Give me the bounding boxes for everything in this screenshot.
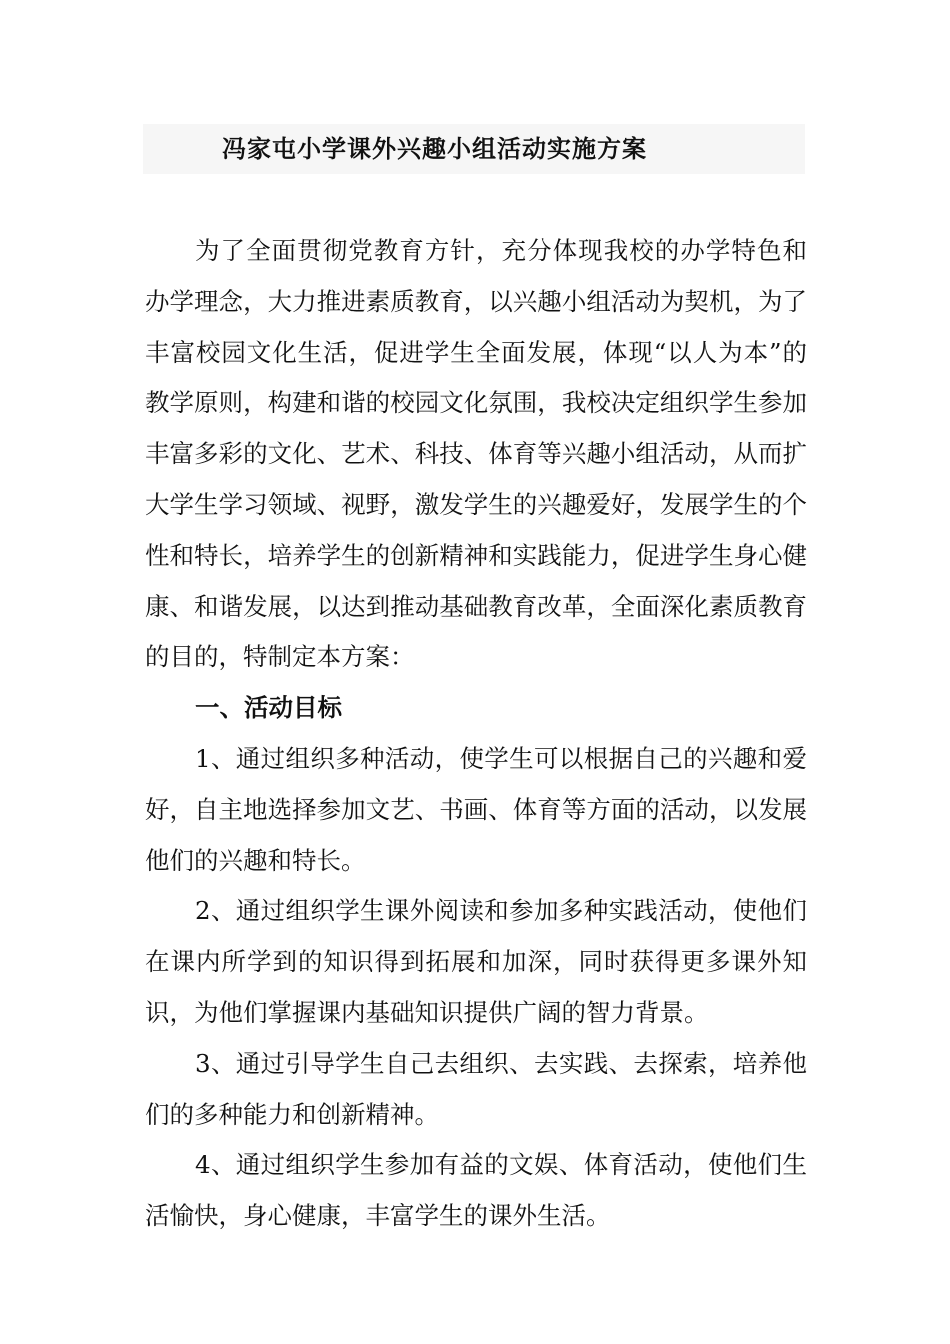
goal-item-4: 4、通过组织学生参加有益的文娱、体育活动，使他们生活愉快，身心健康，丰富学生的课外生活。 — [145, 1150, 807, 1231]
section-heading-goals: 一、活动目标 — [195, 693, 342, 723]
document-body — [145, 226, 807, 1242]
goal-item-1: 1、通过组织多种活动，使学生可以根据自己的兴趣和爱好，自主地选择参加文艺、书画、体育等方面的活动，以发展他们的兴趣和特长。 — [145, 743, 807, 875]
goal-item-3: 3、通过引导学生自己去组织、去实践、去探索，培养他们的多种能力和创新精神。 — [145, 1048, 807, 1129]
document-title: 冯家屯小学课外兴趣小组活动实施方案 — [222, 134, 647, 163]
goal-item-2: 2、通过组织学生课外阅读和参加多种实践活动，使他们在课内所学到的知识得到拓展和加深，同时获得更多课外知识，为他们掌握课内基础知识提供广阔的智力背景。 — [145, 896, 807, 1027]
intro-paragraph: 为了全面贯彻党教育方针，充分体现我校的办学特色和办学理念，大力推进素质教育，以兴趣小组活动为契机，为了丰富校园文化生活，促进学生全面发展，体现“以人为本”的教学原则，构建和谐的校园文化氛围，我校决定组织学生参加丰富多彩的文化、艺术、科技、体育等兴趣小组活动，从而扩大学生学习领域、视野，激发学生的兴趣爱好，发展学生的个性和特长，培养学生的创新精神和实践能力，促进学生身心健康、和谐发展，以达到推动基础教育改革，全面深化素质教育的目的，特制定本方案： — [145, 236, 807, 672]
